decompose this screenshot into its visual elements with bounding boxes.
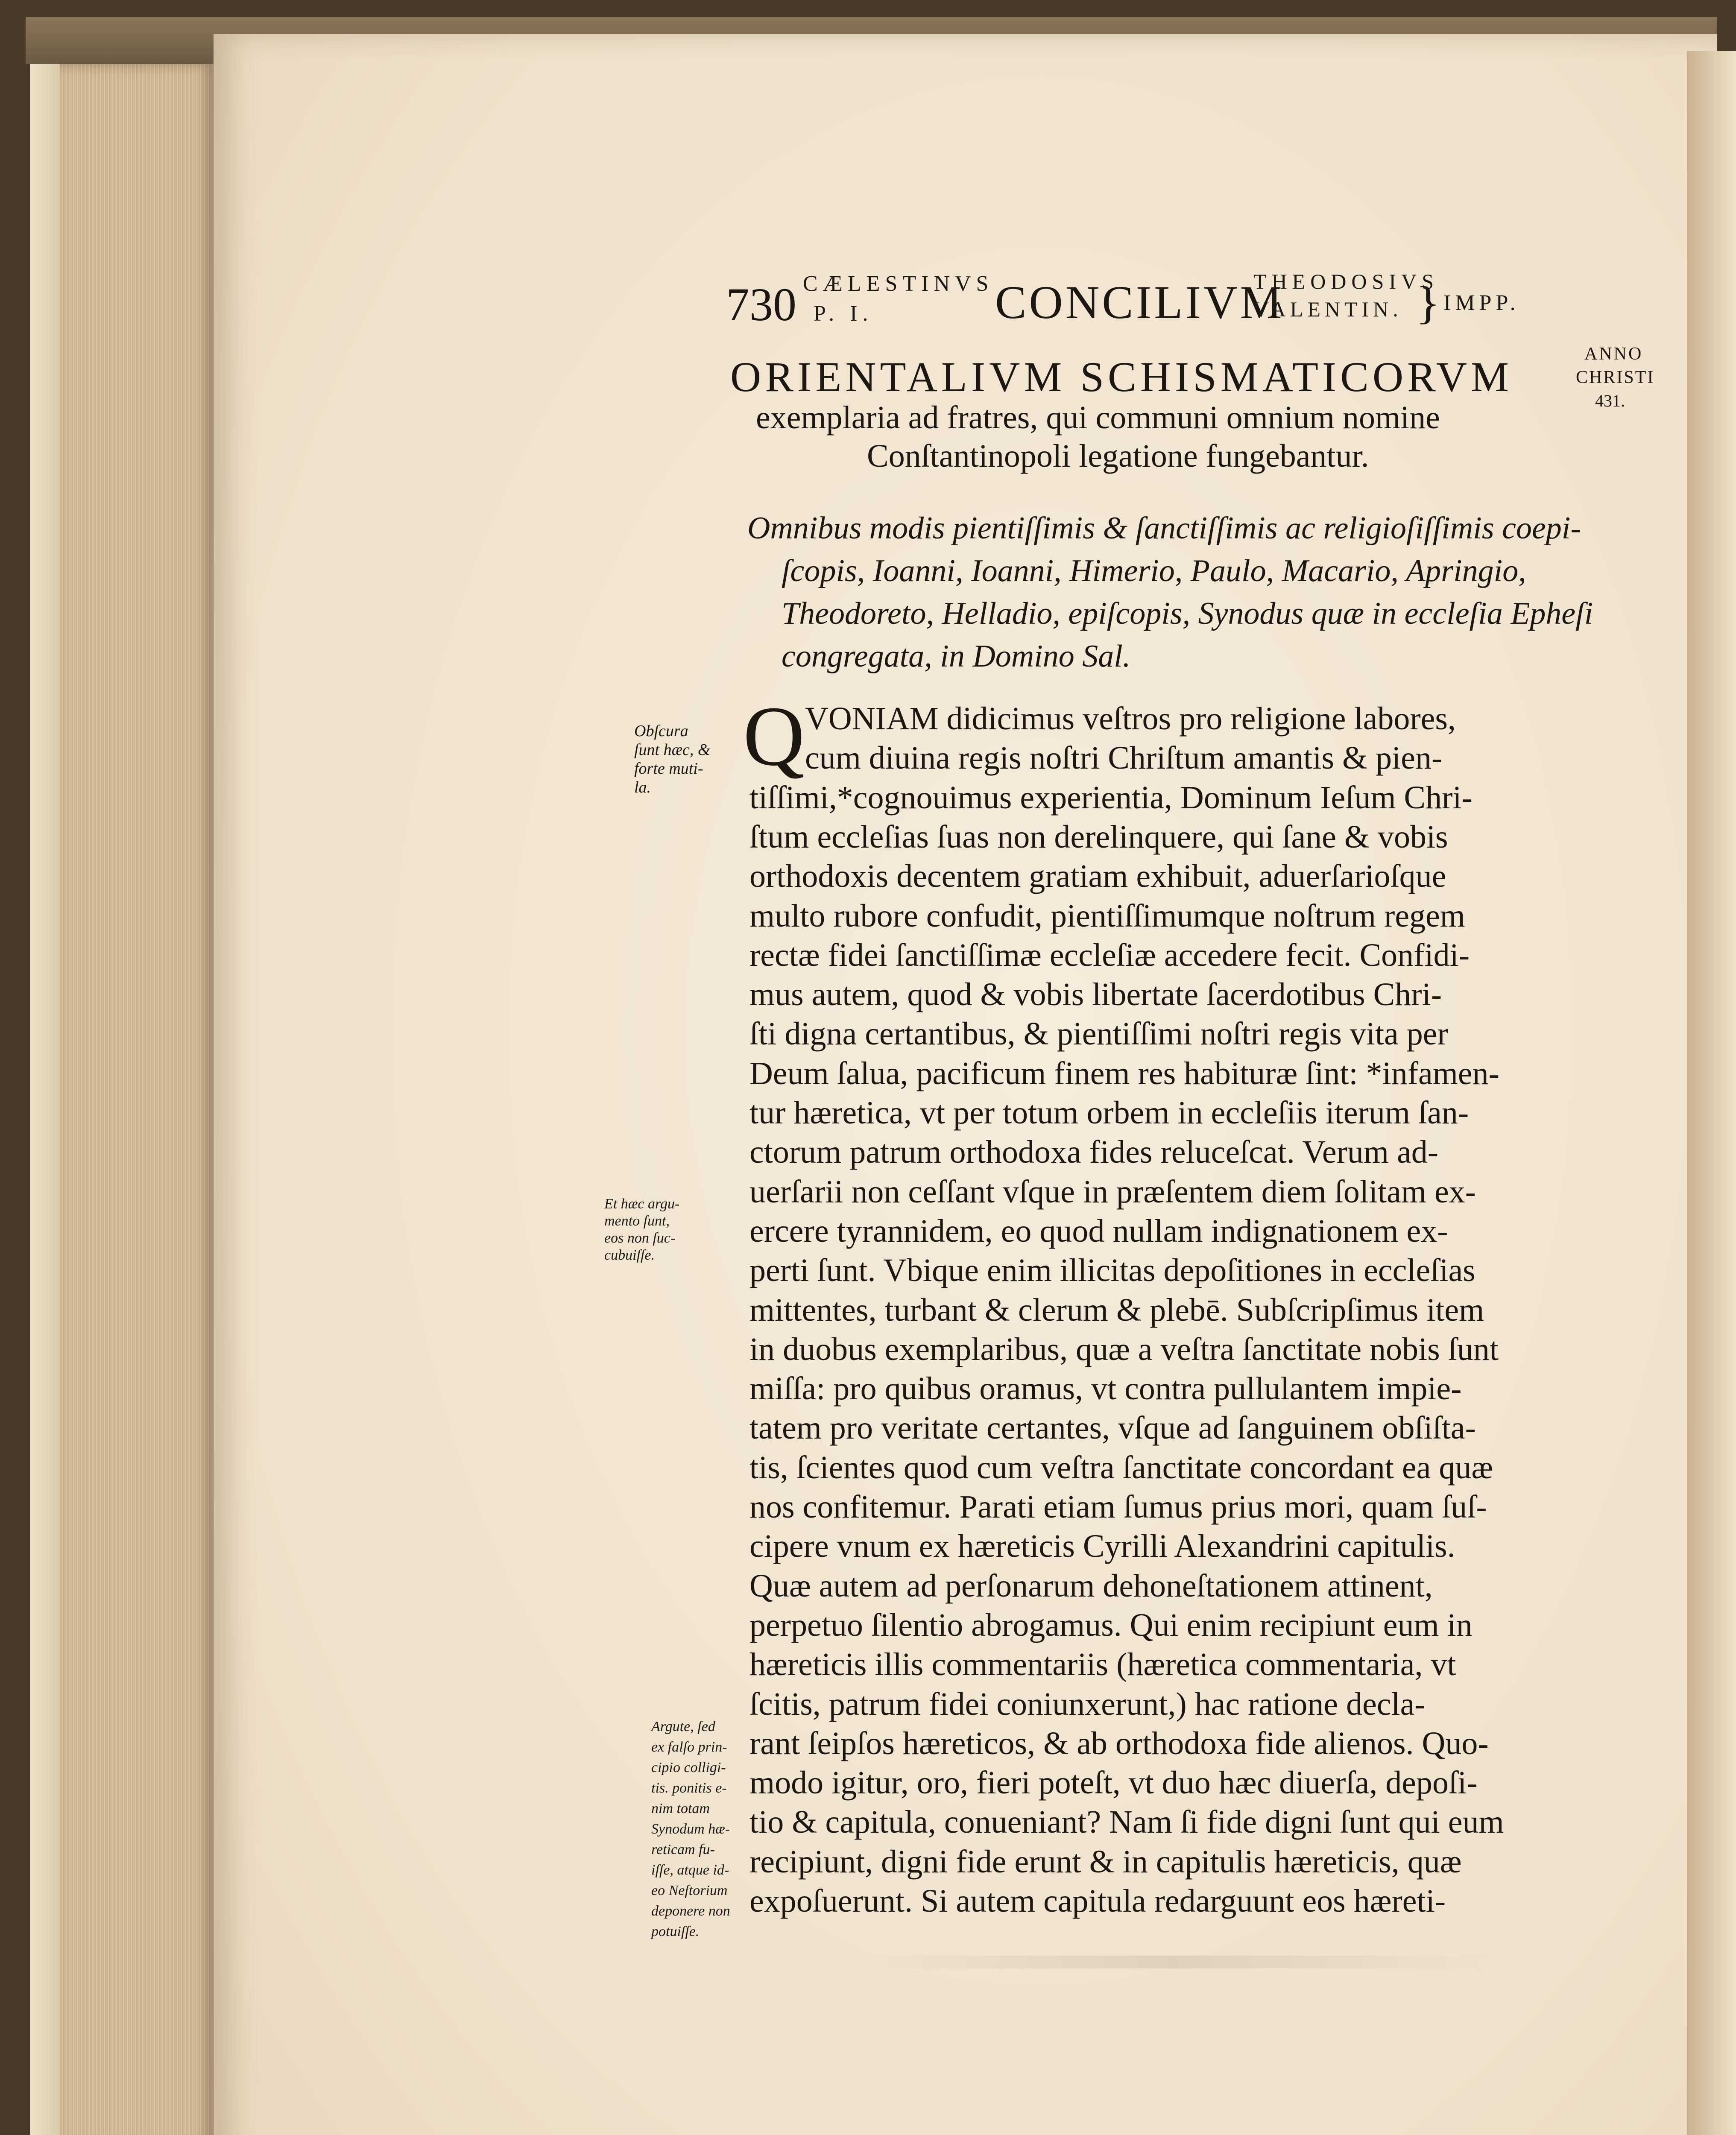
margin-note-line: reticam fu- bbox=[651, 1842, 715, 1857]
body-text-line: nos confitemur. Parati etiam ſumus prius mori, quam ſuſ- bbox=[749, 1489, 1487, 1525]
margin-note-line: Argute, ſed bbox=[651, 1719, 715, 1734]
side-date-anno: ANNO bbox=[1584, 344, 1643, 364]
side-date-year: 431. bbox=[1595, 391, 1625, 410]
margin-note-line: ex falſo prin- bbox=[651, 1739, 727, 1755]
running-head-council: CONCILIVM bbox=[995, 276, 1285, 328]
running-head-pope: CÆLESTINVS bbox=[803, 272, 994, 296]
body-text-line: tio & capitula, conueniant? Nam ſi fide digni ſunt qui eum bbox=[749, 1804, 1504, 1840]
body-text-line: miſſa: pro quibus oramus, vt contra pullulantem impie- bbox=[749, 1371, 1462, 1407]
running-head-imperatores: IMPP. bbox=[1443, 291, 1520, 315]
running-head-emperor-1: THEODOSIVS bbox=[1253, 269, 1439, 293]
section-subtitle-1: exemplaria ad fratres, qui communi omnium nomine bbox=[756, 400, 1440, 436]
body-text-line: rant ſeipſos hæreticos, & ab orthodoxa fide alienos. Quo- bbox=[749, 1726, 1489, 1761]
margin-note-line: ſunt hæc, & bbox=[634, 741, 711, 759]
margin-note-line: eos non ſuc- bbox=[604, 1230, 676, 1246]
running-head-emperor-2: VALENTIN. bbox=[1253, 297, 1402, 321]
bleed-through-text bbox=[854, 1956, 1495, 1968]
body-text-line: modo igitur, oro, fieri poteſt, vt duo hæc diuerſa, depoſi- bbox=[749, 1765, 1478, 1801]
body-text-line: ſtum eccleſias ſuas non derelinquere, qui ſane & vobis bbox=[749, 819, 1448, 855]
body-text-line: orthodoxis decentem gratiam exhibuit, aduerſarioſque bbox=[749, 858, 1446, 894]
drop-cap-initial: Q bbox=[743, 689, 805, 784]
margin-note-line: eo Neſtorium bbox=[651, 1883, 728, 1898]
margin-note-line: Synodum hæ- bbox=[651, 1821, 730, 1837]
body-text-line: Quæ autem ad perſonarum dehoneſtationem attinent, bbox=[749, 1568, 1433, 1604]
body-text-line: ercere tyrannidem, eo quod nullam indignationem ex- bbox=[749, 1213, 1448, 1249]
body-text-line: tatem pro veritate certantes, vſque ad ſanguinem obſiſta- bbox=[749, 1410, 1476, 1446]
body-text-line: recipiunt, digni fide erunt & in capitulis hæreticis, quæ bbox=[749, 1844, 1462, 1880]
running-head-brace: } bbox=[1416, 277, 1440, 328]
margin-note-line: deponere non bbox=[651, 1903, 730, 1919]
margin-note-line: potuiſſe. bbox=[651, 1924, 700, 1939]
margin-note-line: nim totam bbox=[651, 1801, 710, 1816]
margin-note-line: la. bbox=[634, 778, 651, 796]
body-text-line: uerſarii non ceſſant vſque in præſentem diem ſolitam ex- bbox=[749, 1174, 1476, 1210]
margin-note-line: cipio colligi- bbox=[651, 1760, 726, 1775]
body-text-line: expoſuerunt. Si autem capitula redarguunt eos hæreti- bbox=[749, 1883, 1446, 1919]
margin-note-line: iſſe, atque id- bbox=[651, 1862, 729, 1878]
margin-note-line: tis. ponitis e- bbox=[651, 1780, 727, 1796]
page-edges bbox=[60, 64, 214, 2135]
page-number: 730 bbox=[726, 278, 796, 330]
margin-note-line: mento ſunt, bbox=[604, 1213, 670, 1229]
body-text-line: ſcitis, patrum fidei coniunxerunt,) hac ratione decla- bbox=[749, 1686, 1426, 1722]
margin-note-line: cubuiſſe. bbox=[604, 1247, 655, 1263]
body-text-line: cum diuina regis noſtri Chriſtum amantis & pien- bbox=[805, 740, 1443, 776]
margin-note bbox=[604, 1196, 679, 1264]
running-head-pope-number: P. I. bbox=[814, 301, 873, 326]
margin-note bbox=[651, 1717, 730, 1942]
body-text-line: in duobus exemplaribus, quæ a veſtra ſanctitate nobis ſunt bbox=[749, 1331, 1499, 1367]
body-text-line: tis, ſcientes quod cum veſtra ſanctitate concordant ea quæ bbox=[749, 1450, 1493, 1486]
margin-note-line: Et hæc argu- bbox=[604, 1196, 680, 1212]
address-line: Omnibus modis pientiſſimis & ſanctiſſimis ac religioſiſſimis coepi- bbox=[747, 511, 1581, 546]
margin-note-line: Obſcura bbox=[634, 722, 688, 740]
body-text-line: perpetuo ſilentio abrogamus. Qui enim recipiunt eum in bbox=[749, 1607, 1473, 1643]
margin-note bbox=[634, 722, 710, 797]
address-line: ſcopis, Ioanni, Ioanni, Himerio, Paulo, Macario, Apringio, bbox=[782, 553, 1526, 588]
address-line: congregata, in Domino Sal. bbox=[782, 639, 1131, 674]
body-text-line: Deum ſalua, pacificum finem res habituræ ſint: *infamen- bbox=[749, 1056, 1499, 1091]
book-cover-left bbox=[30, 64, 64, 2135]
facing-page-edge bbox=[1687, 51, 1736, 2135]
body-text-line: tur hæretica, vt per totum orbem in eccleſiis iterum ſan- bbox=[749, 1095, 1469, 1131]
body-text-line: hæreticis illis commentariis (hæretica commentaria, vt bbox=[749, 1647, 1456, 1682]
side-date-christi: CHRISTI bbox=[1576, 368, 1655, 387]
body-text-line: mittentes, turbant & clerum & plebē. Subſcripſimus item bbox=[749, 1292, 1484, 1328]
body-text-line: ſti digna certantibus, & pientiſſimi noſtri regis vita per bbox=[749, 1016, 1448, 1052]
body-text-line: mus autem, quod & vobis libertate ſacerdotibus Chri- bbox=[749, 977, 1442, 1012]
section-subtitle-2: Conſtantinopoli legatione fungebantur. bbox=[867, 438, 1369, 474]
body-text-line: ctorum patrum orthodoxa fides relucеſcat. Verum ad- bbox=[749, 1134, 1439, 1170]
body-text-line: perti ſunt. Vbique enim illicitas depoſitiones in eccleſias bbox=[749, 1252, 1475, 1288]
body-text-line: cipere vnum ex hæreticis Cyrilli Alexandrini capitulis. bbox=[749, 1528, 1455, 1564]
section-title: ORIENTALIVM SCHISMATICORVM bbox=[730, 353, 1513, 401]
body-text-line: multo rubore confudit, pientiſſimumque noſtrum regem bbox=[749, 898, 1465, 934]
body-text-line: VONIAM didicimus veſtros pro religione labores, bbox=[805, 701, 1456, 737]
margin-note-line: forte muti- bbox=[634, 760, 703, 778]
address-line: Theodoreto, Helladio, epiſcopis, Synodus quæ in eccleſia Epheſi bbox=[782, 596, 1593, 631]
body-text-line: tiſſimi,*cognouimus experientia, Dominum Ieſum Chri- bbox=[749, 780, 1473, 816]
body-text-line: rectæ fidei ſanctiſſimæ eccleſiæ accedere fecit. Confidi- bbox=[749, 937, 1470, 973]
